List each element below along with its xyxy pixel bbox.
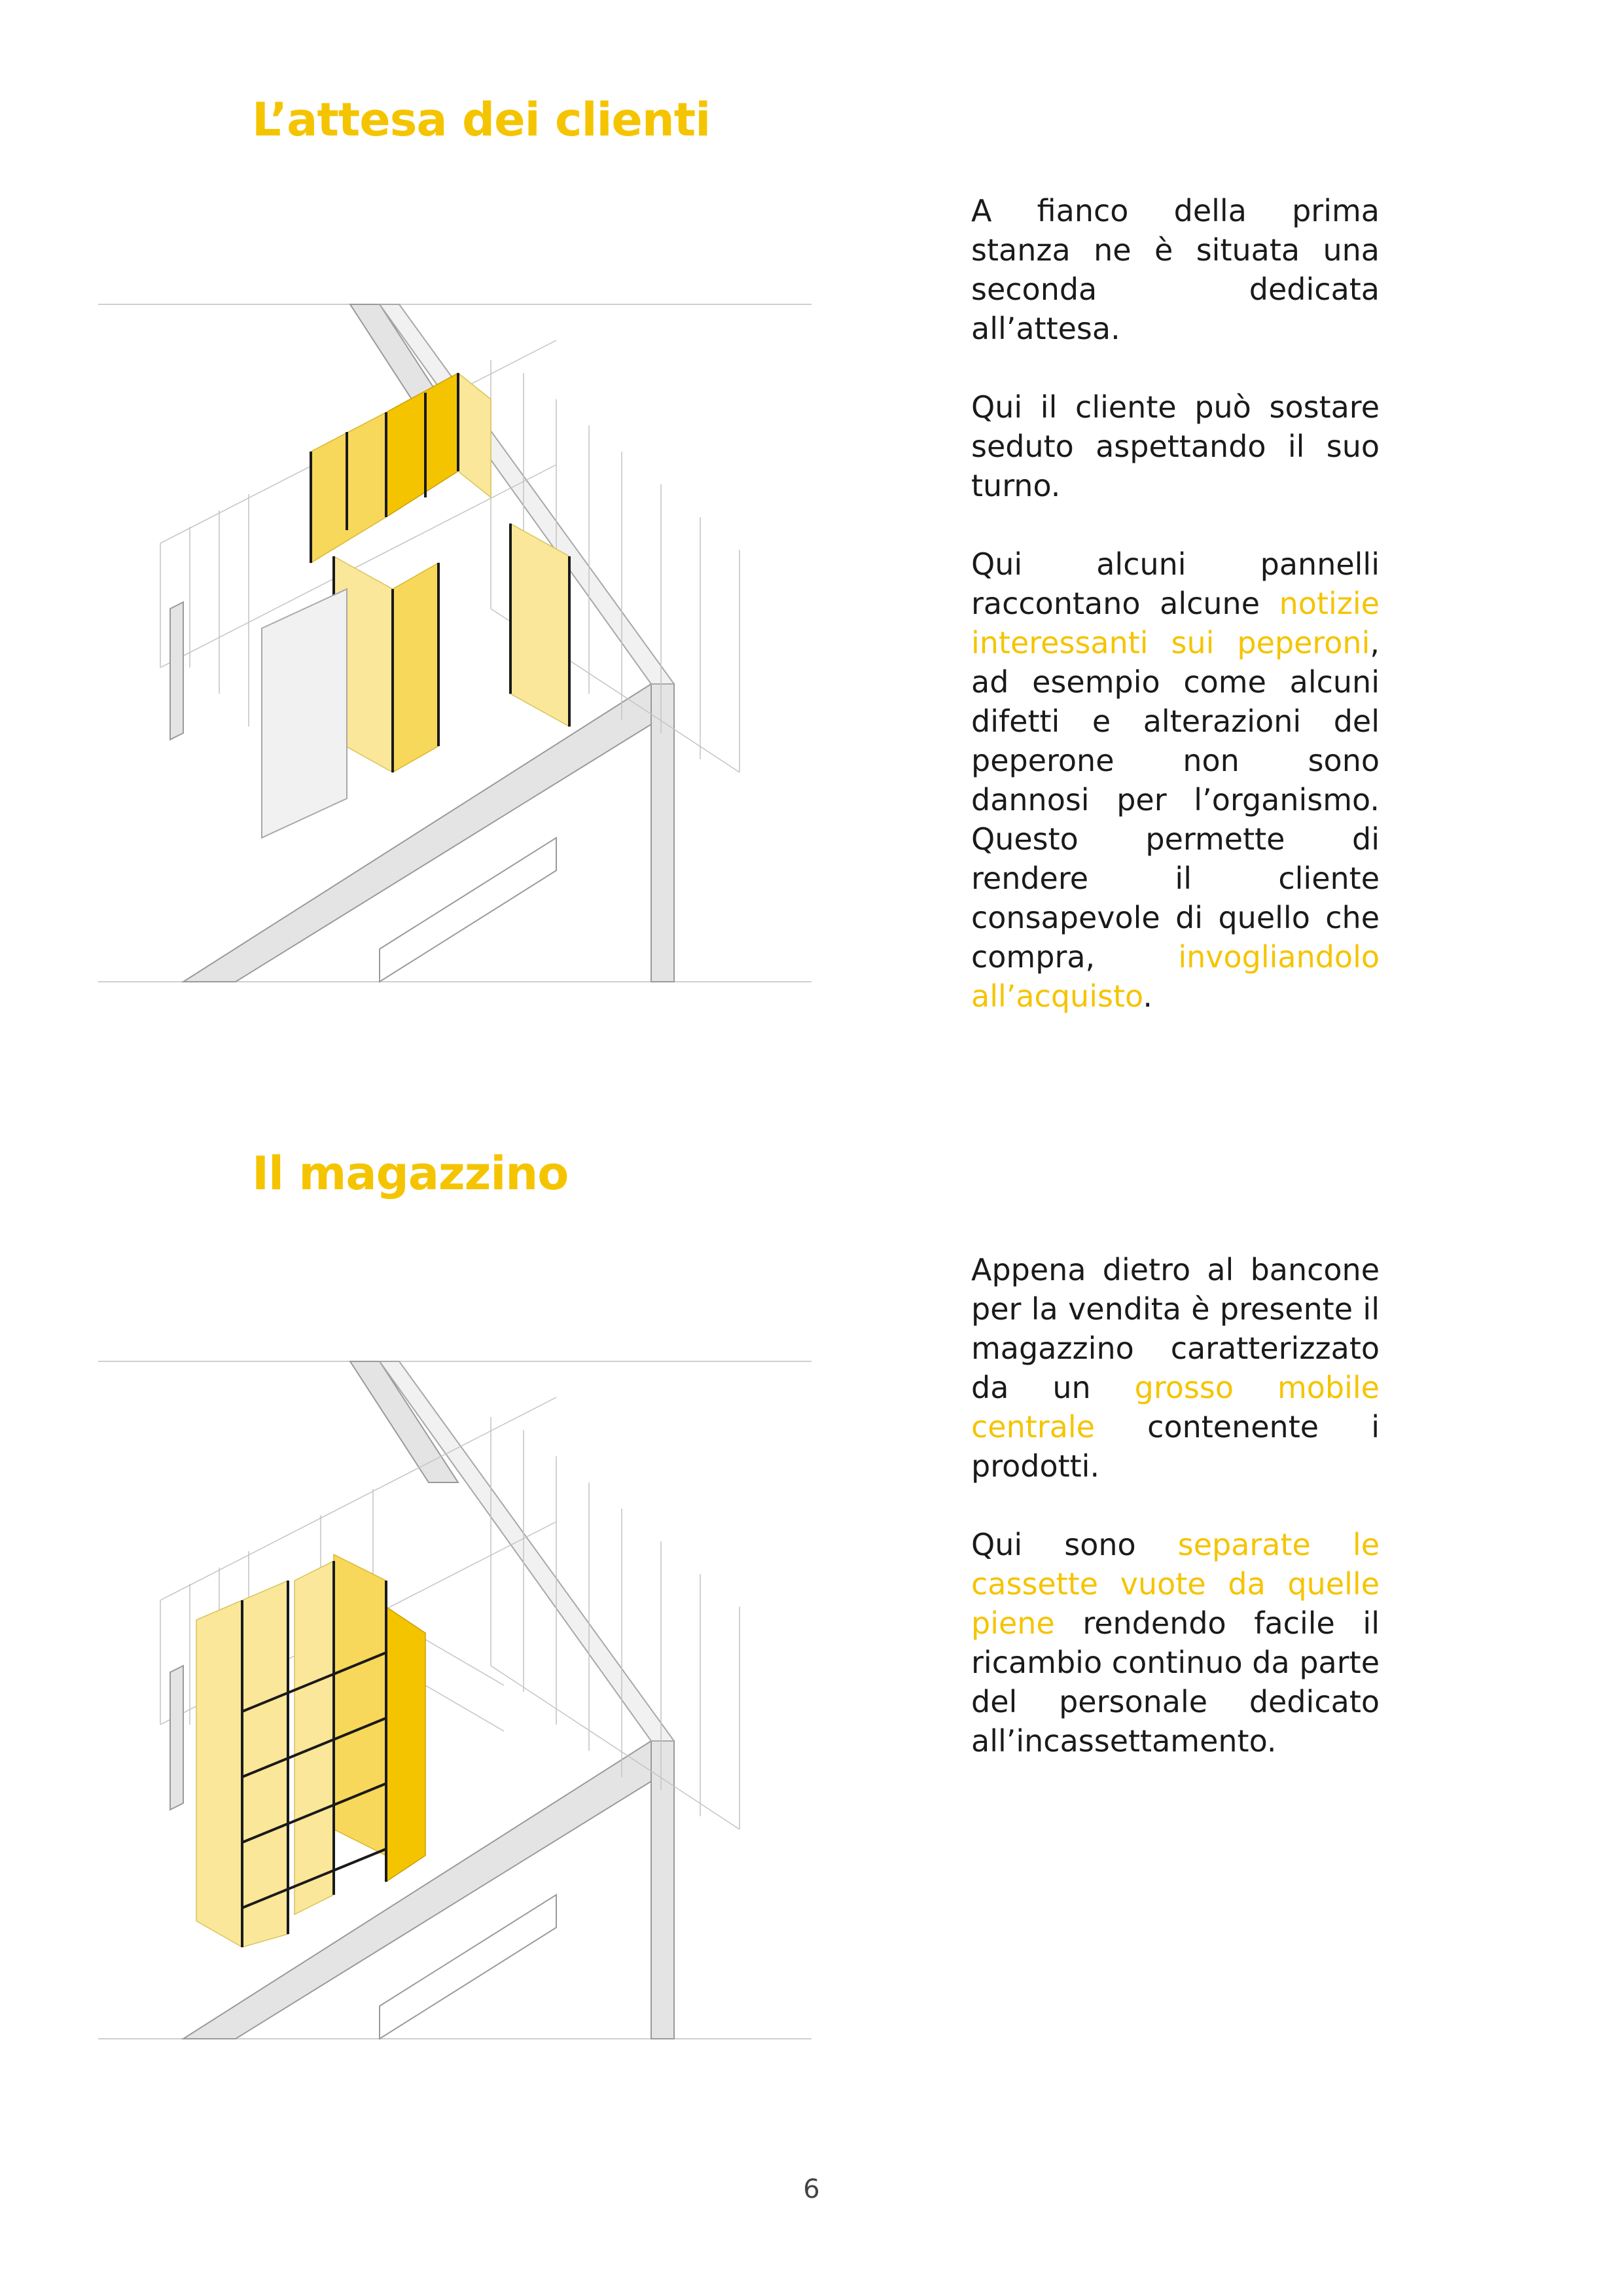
column — [170, 602, 183, 740]
cabinet-panel — [386, 1607, 425, 1882]
paragraph: A fianco della prima stanza ne è situata una seconda dedicata all’attesa. — [971, 193, 1380, 346]
column — [170, 1666, 183, 1810]
wall-corner — [651, 1741, 674, 2039]
section-title-warehouse: Il magazzino — [252, 1147, 569, 1200]
axonometric-drawing-warehouse — [98, 1358, 818, 2052]
text-run: contenente i prodotti. — [971, 1409, 1380, 1484]
text-run: . — [1143, 978, 1152, 1014]
highlight-text: notizie interessanti sui peperoni — [971, 586, 1380, 660]
info-panel — [311, 412, 386, 563]
text-run: Appena dietro al bancone per la vendita è presente il magazzino caratterizzato da un — [971, 1252, 1380, 1405]
axonometric-drawing-waiting-room — [98, 301, 818, 995]
wall-corner — [651, 684, 674, 982]
drawing-svg — [98, 301, 818, 995]
cabinet-panel — [294, 1561, 334, 1914]
text-run: , ad esempio come alcuni difetti e alterazioni del peperone non sono dannosi per l’organismo. Questo permette di rendere il cliente consapevole di quello che compra, — [971, 625, 1380, 975]
text-column-waiting — [971, 191, 1380, 1055]
paragraph — [971, 1250, 1380, 1486]
paragraph — [971, 1525, 1380, 1761]
info-panel — [458, 373, 491, 497]
text-run: Qui alcuni pannelli raccontano alcune — [971, 547, 1380, 621]
cabinet-panel — [196, 1600, 242, 1947]
drawing-line — [425, 1640, 504, 1685]
drawing-svg — [98, 1358, 818, 2052]
text-run: rendendo facile il ricambio continuo da parte del personale dedicato all’incassettamento. — [971, 1605, 1380, 1759]
drawing-line — [425, 1685, 504, 1731]
text-run: Qui sono — [971, 1527, 1178, 1562]
highlight-text: invogliandolo all’acquisto — [971, 939, 1380, 1014]
page-number: 6 — [803, 2174, 820, 2204]
paragraph — [971, 545, 1380, 1016]
text-column-warehouse — [971, 1250, 1380, 1800]
counter — [262, 589, 347, 838]
info-panel — [393, 563, 438, 772]
info-panel — [510, 524, 569, 726]
paragraph: Qui il cliente può sostare seduto aspettando il suo turno. — [971, 389, 1380, 503]
info-panel — [386, 373, 458, 517]
highlight-text: grosso mobile centrale — [971, 1370, 1380, 1444]
highlight-text: separate le cassette vuote da quelle piene — [971, 1527, 1380, 1641]
section-title-waiting: L’attesa dei clienti — [252, 93, 711, 147]
cabinet-panel — [334, 1554, 386, 1856]
